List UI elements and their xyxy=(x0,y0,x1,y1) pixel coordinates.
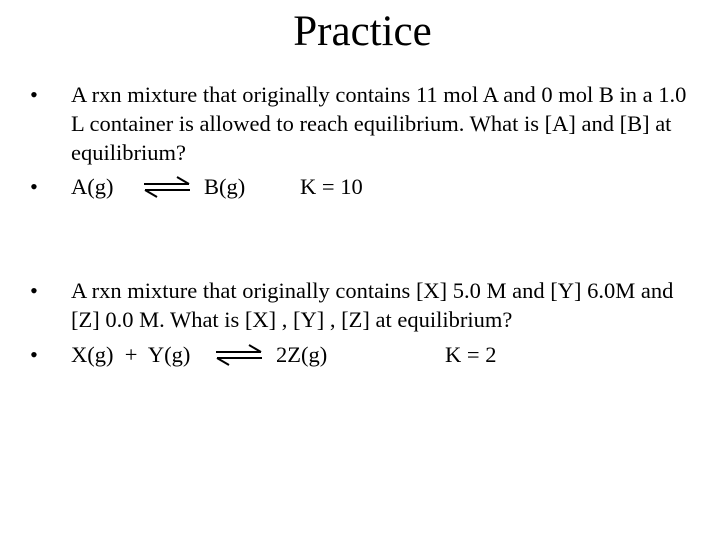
bullet-marker: • xyxy=(30,278,38,303)
slide-title: Practice xyxy=(293,8,432,55)
bullet-marker: • xyxy=(30,342,38,367)
equilibrium-arrow-icon xyxy=(213,344,265,366)
problem2-k-value: K = 2 xyxy=(445,342,497,367)
problem1-question-bullet xyxy=(30,80,700,167)
problem1-question: A rxn mixture that originally contains 11 mol A and 0 mol B in a 1.0 L container is allowed to reach equilibrium. What is [A] and [B] at equilibrium? xyxy=(71,82,687,165)
problem2-reactants: X(g) + Y(g) xyxy=(71,342,191,367)
equilibrium-arrow-icon xyxy=(141,176,193,198)
problem2-question-bullet xyxy=(30,276,700,334)
problem2-equation xyxy=(30,340,550,370)
problem2-question: A rxn mixture that originally contains [X] 5.0 M and [Y] 6.0M and [Z] 0.0 M. What is [X] , [Y] , [Z] at equilibrium? xyxy=(71,278,674,332)
problem1-product: B(g) xyxy=(204,174,246,199)
problem1-equation xyxy=(30,172,430,202)
problem1-k-value: K = 10 xyxy=(300,174,363,199)
problem2-product: 2Z(g) xyxy=(276,342,328,367)
bullet-marker: • xyxy=(30,174,38,199)
bullet-marker: • xyxy=(30,82,38,107)
problem1-reactant: A(g) xyxy=(71,174,114,199)
